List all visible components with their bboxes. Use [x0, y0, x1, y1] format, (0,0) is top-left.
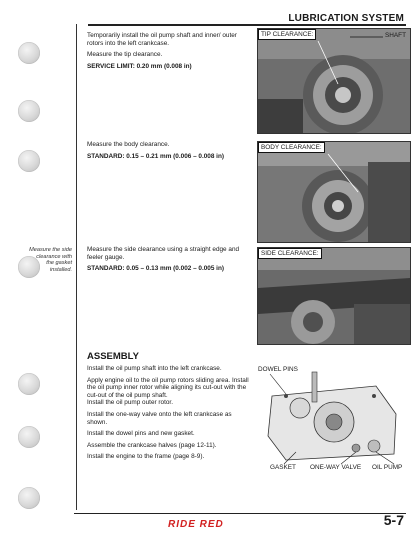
brand-logo: RIDE RED: [168, 519, 224, 530]
instruction-text: Install the oil pump shaft into the left crankcase.: [87, 365, 222, 372]
step-side-clearance: [87, 246, 252, 277]
instruction-text: Install the dowel pins and new gasket.: [87, 430, 195, 438]
oil-pump-body-illustration: [258, 142, 410, 242]
instruction-text: Temporarily install the oil pump shaft and inner/ outer rotors into the left crankcase.: [87, 32, 237, 47]
footer-rule: [74, 513, 406, 514]
instruction-text: Install the oil pump outer rotor.: [87, 399, 173, 407]
instruction-text: Measure the side clearance using a straight edge and feeler gauge.: [87, 246, 240, 261]
oil-pump-rotor-illustration: [258, 29, 410, 133]
step-tip-clearance: [87, 32, 252, 74]
standard-value: STANDARD: 0.05 – 0.13 mm (0.002 – 0.005 in): [87, 265, 224, 273]
figure-label: TIP CLEARANCE:: [258, 29, 316, 40]
standard-value: STANDARD: 0.15 – 0.21 mm (0.006 – 0.008 in): [87, 152, 224, 160]
binder-hole: [18, 373, 40, 395]
margin-rule: [76, 24, 77, 510]
side-clearance-photo: [257, 247, 411, 345]
instruction-text: Measure the body clearance.: [87, 141, 170, 148]
binder-hole: [18, 150, 40, 172]
body-clearance-photo: [257, 141, 411, 243]
service-limit: SERVICE LIMIT: 0.20 mm (0.008 in): [87, 62, 192, 70]
shaft-label: SHAFT: [385, 32, 406, 39]
binder-hole: [18, 100, 40, 122]
dowel-pins-label: DOWEL PINS: [258, 366, 298, 373]
header-rule: [88, 24, 406, 26]
section-title: LUBRICATION SYSTEM: [288, 13, 404, 24]
figure-label: BODY CLEARANCE:: [258, 142, 325, 153]
step-body-clearance: [87, 141, 252, 164]
assembly-illustration: [256, 356, 410, 472]
binder-hole: [18, 42, 40, 64]
gasket-label: GASKET: [270, 464, 296, 471]
one-way-valve-label: ONE-WAY VALVE: [310, 464, 362, 471]
instruction-text: Install the engine to the frame (page 8-9).: [87, 453, 205, 461]
binder-hole: [18, 426, 40, 448]
instruction-text: Install the one-way valve onto the left crankcase as shown.: [87, 410, 232, 426]
tip-clearance-photo: [257, 28, 411, 134]
binder-hole: [18, 487, 40, 509]
page-number: 5-7: [383, 512, 404, 528]
margin-note: Measure the side clearance with the gasket installed.: [29, 247, 72, 273]
oil-pump-label: OIL PUMP: [372, 464, 403, 471]
figure-label: SIDE CLEARANCE:: [258, 248, 322, 259]
instruction-text: Apply engine oil to the oil pump rotors sliding area. Install the oil pump inner rotor while aligning its cut-out with the cut-out of the oil pump shaft.: [87, 376, 249, 399]
assembly-heading: ASSEMBLY: [87, 351, 139, 362]
straight-edge-illustration: [258, 248, 410, 344]
instruction-text: Measure the tip clearance.: [87, 51, 163, 59]
instruction-text: Assemble the crankcase halves (page 12-11).: [87, 441, 217, 449]
assembly-steps: [87, 365, 252, 465]
